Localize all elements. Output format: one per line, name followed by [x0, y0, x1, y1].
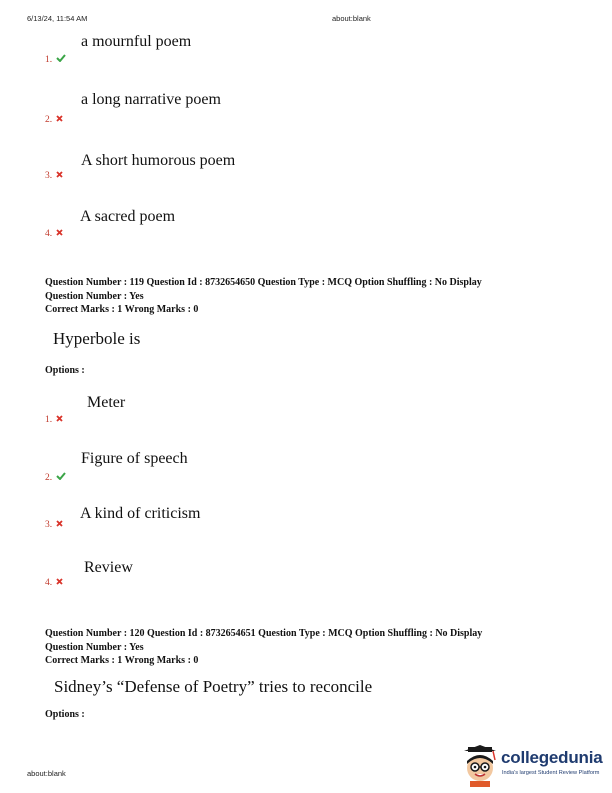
- print-url: about:blank: [332, 14, 371, 23]
- option-number: 1.: [45, 54, 53, 65]
- option-number: 2.: [45, 115, 53, 125]
- q119-option-3-number: [45, 520, 63, 530]
- check-icon: [56, 54, 66, 65]
- meta-line: Question Number : 120 Question Id : 8732654651 Question Type : MCQ Option Shuffling : No Display: [45, 628, 483, 639]
- prev-option-1-text: a mournful poem: [81, 33, 192, 50]
- meta-line: Correct Marks : 1 Wrong Marks : 0: [45, 304, 199, 315]
- question-120-meta: [45, 627, 482, 668]
- q119-option-4-number: [45, 578, 63, 588]
- q119-option-3-text: A kind of criticism: [80, 505, 201, 522]
- question-120-text: Sidney’s “Defense of Poetry” tries to reconcile: [54, 677, 373, 696]
- footer-url: about:blank: [27, 769, 66, 778]
- prev-option-2-number: [45, 115, 63, 125]
- mascot-icon: [460, 744, 500, 793]
- logo-name: collegedunia: [501, 748, 603, 767]
- q119-option-2-number: [45, 472, 66, 483]
- print-datetime: 6/13/24, 11:54 AM: [27, 14, 88, 23]
- question-119-meta: [45, 276, 482, 317]
- prev-option-1-number: [45, 54, 66, 65]
- prev-option-3-number: [45, 171, 63, 181]
- meta-line: Question Number : Yes: [45, 290, 144, 302]
- prev-option-3-text: A short humorous poem: [81, 152, 236, 169]
- cross-icon: [56, 520, 63, 530]
- meta-line: Correct Marks : 1 Wrong Marks : 0: [45, 655, 199, 666]
- question-119-text: Hyperbole is: [53, 329, 141, 348]
- option-number: 1.: [45, 415, 53, 425]
- check-icon: [56, 472, 66, 483]
- option-number: 4.: [45, 229, 53, 239]
- cross-icon: [56, 578, 63, 588]
- prev-option-4-text: A sacred poem: [80, 208, 176, 225]
- q119-option-4-text: Review: [84, 559, 133, 576]
- q119-option-1-number: [45, 415, 63, 425]
- question-119-options-label: Options :: [45, 365, 85, 376]
- cross-icon: [56, 115, 63, 125]
- question-120-options-label: Options :: [45, 709, 85, 720]
- prev-option-4-number: [45, 229, 63, 239]
- cross-icon: [56, 415, 63, 425]
- option-number: 4.: [45, 578, 53, 588]
- option-number: 3.: [45, 171, 53, 181]
- q119-option-1-text: Meter: [87, 394, 126, 411]
- option-number: 2.: [45, 472, 53, 483]
- cross-icon: [56, 229, 63, 239]
- cross-icon: [56, 171, 63, 181]
- meta-line: Question Number : Yes: [45, 641, 144, 653]
- prev-option-2-text: a long narrative poem: [81, 91, 221, 108]
- collegedunia-logo: [458, 742, 612, 790]
- option-number: 3.: [45, 520, 53, 530]
- q119-option-2-text: Figure of speech: [81, 450, 188, 467]
- logo-tagline: India's largest Student Review Platform: [502, 770, 600, 776]
- meta-line: Question Number : 119 Question Id : 8732654650 Question Type : MCQ Option Shuffling : No Display: [45, 277, 482, 288]
